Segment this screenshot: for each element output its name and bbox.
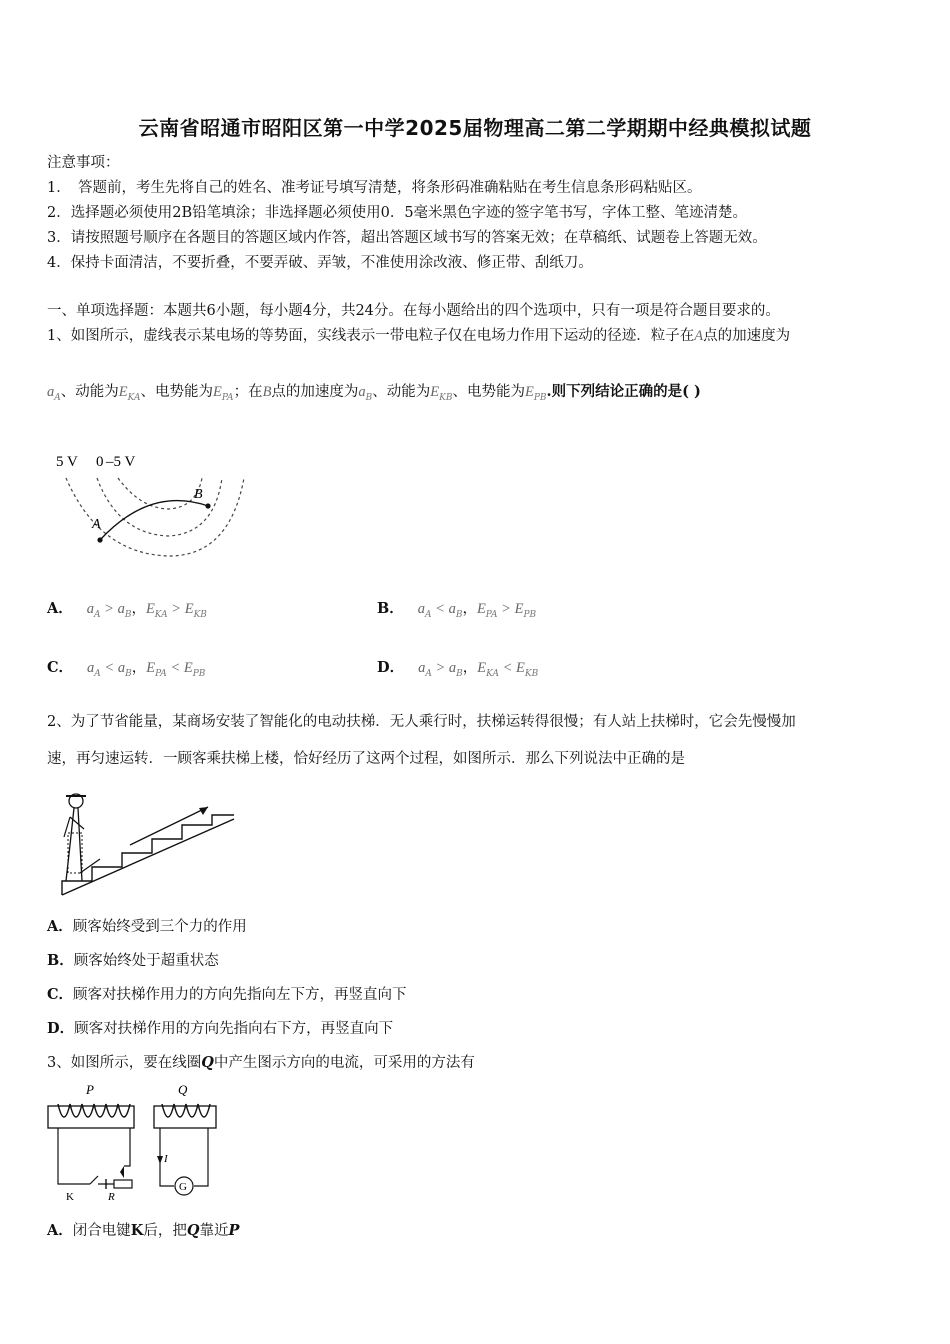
q3-option-a-p: P [228, 1222, 240, 1239]
q1-oc-op2: < [166, 660, 184, 676]
q3-coil-p-core [48, 1106, 134, 1128]
q3-rheostat [114, 1180, 132, 1188]
q1-stem-line2 [47, 383, 701, 407]
q1-math-aB-sub: B [365, 393, 373, 403]
q1-ob-s2: B [455, 610, 463, 620]
q1-label-0: 0 [96, 454, 104, 470]
q1-text-5: 、动能为 [372, 384, 431, 400]
q3-label-k: K [66, 1191, 74, 1203]
notice-item-1: 1． 答题前，考生先将自己的姓名、准考证号填写清楚，将条形码准确粘贴在考生信息条形码粘贴区。 [47, 180, 702, 196]
q1-od-m3: E [477, 660, 487, 676]
q3-current-arrow [157, 1156, 163, 1164]
q2-option-a-text: 顾客始终受到三个力的作用 [72, 919, 247, 935]
q2-option-c[interactable] [47, 986, 407, 1004]
q1-text-3: ；在 [233, 384, 263, 400]
q2-option-a[interactable] [47, 918, 247, 936]
q3-rheostat-wire [124, 1128, 130, 1166]
q2-person-arms [64, 817, 84, 837]
q1-od-s4: KB [524, 669, 539, 679]
q1-text-2: 、电势能为 [140, 384, 213, 400]
q3-slider-arrow [120, 1166, 124, 1178]
q1-math-epa: E [212, 384, 222, 400]
q1-od-m2: a [448, 660, 457, 676]
q1-oc-m1: a [87, 660, 95, 676]
q1-math-aA-sub: A [54, 393, 61, 403]
q3-label-q: Q [178, 1082, 188, 1097]
q1-option-b[interactable] [377, 600, 536, 624]
q3-coil-q: Q [201, 1054, 214, 1071]
q3-stem-text-1: 3、如图所示，要在线圈 [47, 1055, 202, 1071]
q1-text-1: 、动能为 [60, 384, 119, 400]
q1-oa-sep: ， [131, 601, 146, 617]
q1-ob-m1: a [417, 601, 426, 617]
q3-option-a-text-3: 靠近 [199, 1223, 229, 1239]
q1-math-epa-sub: PA [221, 393, 234, 403]
q1-oc-m2: a [117, 660, 126, 676]
q1-od-m4: E [516, 660, 525, 676]
q1-oa-s4: KB [193, 610, 207, 620]
q2-option-b[interactable] [47, 952, 219, 970]
q3-option-a-text-1: 闭合电键 [72, 1223, 131, 1239]
q3-label-p: P [86, 1082, 94, 1097]
q1-od-op1: > [431, 660, 449, 676]
q1-math-eka: E [118, 384, 128, 400]
q1-oc-s3: PA [155, 669, 167, 679]
q3-label-r: R [108, 1191, 115, 1203]
q1-ob-s1: A [425, 610, 432, 620]
q1-oc-s4: PB [192, 669, 206, 679]
q1-oa-m1: a [86, 601, 95, 617]
q3-option-a-q: Q [186, 1222, 200, 1239]
q2-option-d-letter: D． [47, 1020, 75, 1037]
q3-label-g: G [179, 1181, 187, 1193]
q2-escalator-figure [56, 785, 241, 905]
q1-label-5v: 5 V [56, 454, 78, 470]
q1-ob-s3: PA [485, 610, 498, 620]
q1-math-ekb-sub: KB [439, 393, 453, 403]
q1-option-a[interactable] [47, 600, 207, 624]
q2-option-b-letter: B． [47, 952, 74, 969]
q1-oc-s2: B [125, 669, 132, 679]
q3-switch-k [90, 1176, 98, 1184]
q1-od-s2: B [456, 669, 463, 679]
q1-ob-s4: PB [523, 610, 537, 620]
q1-point-a-dot [97, 537, 102, 542]
q1-math-ekb: E [430, 384, 440, 400]
q1-equipotential-inner [118, 478, 202, 509]
q1-trajectory [100, 501, 208, 540]
q2-option-a-letter: A． [47, 918, 73, 935]
q1-ob-sep: ， [462, 601, 477, 617]
q1-point-a: A [694, 328, 704, 344]
q1-ob-m4: E [514, 601, 524, 617]
q1-oa-s3: KA [154, 610, 168, 620]
page-title: 云南省昭通市昭阳区第一中学2025届物理高二第二学期期中经典模拟试题 [138, 116, 812, 140]
q1-od-s1: A [425, 669, 432, 679]
q1-oc-m3: E [146, 660, 156, 676]
notice-item-3: 3．请按照题号顺序在各题目的答题区域内作答，超出答题区域书写的答案无效；在草稿纸、试题卷上答题无效。 [47, 230, 767, 246]
q1-option-c-letter: C． [47, 659, 74, 676]
q3-option-a-k: K [130, 1222, 144, 1239]
q1-math-aB: a [358, 384, 366, 400]
q1-option-b-letter: B． [377, 600, 404, 617]
q1-od-s3: KA [486, 669, 499, 679]
q1-point-b-dot [205, 503, 210, 508]
q1-text-7: .则下列结论正确的是( ) [546, 383, 701, 400]
section-heading: 一、单项选择题：本题共6小题，每小题4分，共24分。在每小题给出的四个选项中，只有一项是符合题目要求的。 [47, 303, 780, 319]
q1-option-d[interactable] [377, 659, 538, 683]
q1-option-d-letter: D． [377, 659, 405, 676]
q1-oc-sep: ， [131, 660, 147, 676]
q2-stem-line2: 速，再匀速运转．一顾客乘扶梯上楼，恰好经历了这两个过程，如图所示．那么下列说法中正确的是 [47, 751, 685, 767]
q3-label-i: I [164, 1153, 168, 1165]
q3-option-a-letter: A． [47, 1222, 73, 1239]
q1-math-aA: a [47, 384, 55, 400]
q1-text-6: 、电势能为 [452, 384, 525, 400]
q3-coil-circuit-figure [44, 1082, 224, 1204]
q1-ob-m3: E [476, 601, 486, 617]
q1-od-op2: < [498, 660, 517, 676]
q1-label-minus5v: –5 V [106, 454, 136, 470]
q1-point-b: B [262, 384, 272, 400]
q1-oa-m3: E [145, 601, 155, 617]
q1-oa-op1: > [100, 601, 118, 617]
q1-oc-op1: < [100, 660, 118, 676]
q1-oa-s1: A [94, 610, 101, 620]
q2-option-d[interactable] [47, 1020, 393, 1038]
q2-option-c-text: 顾客对扶梯作用力的方向先指向左下方，再竖直向下 [73, 987, 407, 1003]
q1-stem-end: 点的加速度为 [703, 328, 791, 344]
q2-escalator-rail [62, 819, 234, 895]
q1-math-epb-sub: PB [533, 393, 547, 403]
notice-heading: 注意事项： [47, 155, 120, 171]
q1-oc-m4: E [183, 660, 193, 676]
q1-oa-op2: > [167, 601, 185, 617]
q1-stem-line1 [47, 327, 790, 345]
q3-option-a[interactable] [47, 1222, 239, 1240]
q1-option-a-letter: A． [47, 600, 73, 617]
q1-od-sep: ， [462, 660, 478, 676]
q1-ob-op2: > [497, 601, 515, 617]
q1-od-m1: a [418, 660, 426, 676]
q1-option-c[interactable] [47, 659, 205, 683]
q1-equipotential-middle [97, 478, 222, 536]
q1-oa-m4: E [184, 601, 194, 617]
q1-math-eka-sub: KA [127, 393, 141, 403]
q3-coil-p-windings [58, 1104, 130, 1117]
q3-stem [47, 1054, 475, 1072]
q3-option-a-text-2: 后，把 [143, 1223, 187, 1239]
q1-stem-text: 1、如图所示，虚线表示某电场的等势面，实线表示一带电粒子仅在电场力作用下运动的径迹．粒子在 [47, 328, 695, 344]
q2-option-d-text: 顾客对扶梯作用的方向先指向右下方，再竖直向下 [74, 1021, 394, 1037]
q1-equipotential-figure [50, 448, 260, 560]
q1-ob-m2: a [448, 601, 456, 617]
q1-text-4: 点的加速度为 [271, 384, 359, 400]
notice-item-4: 4．保持卡面清洁，不要折叠，不要弄破、弄皱，不准使用涂改液、修正带、刮纸刀。 [47, 255, 593, 271]
q1-ob-op1: < [431, 601, 449, 617]
q1-oc-s1: A [94, 669, 101, 679]
q2-option-b-text: 顾客始终处于超重状态 [73, 953, 219, 969]
q2-small-arrow [80, 859, 100, 873]
q1-fig-label-b: B [194, 487, 203, 502]
q3-circuit-p-wires [58, 1128, 114, 1184]
q1-fig-label-a: A [92, 517, 101, 532]
q1-oa-s2: B [124, 610, 132, 620]
q1-math-epb: E [525, 384, 534, 400]
q2-option-c-letter: C． [47, 986, 74, 1003]
q3-stem-text-2: 中产生图示方向的电流，可采用的方法有 [213, 1055, 475, 1071]
notice-item-2: 2．选择题必须使用2B铅笔填涂；非选择题必须使用0．5毫米黑色字迹的签字笔书写，字体工整、笔迹清楚。 [47, 205, 748, 221]
q2-stem-line1: 2、为了节省能量，某商场安装了智能化的电动扶梯．无人乘行时，扶梯运转得很慢；有人站上扶梯时，它会先慢慢加 [47, 714, 796, 730]
q1-oa-m2: a [117, 601, 125, 617]
